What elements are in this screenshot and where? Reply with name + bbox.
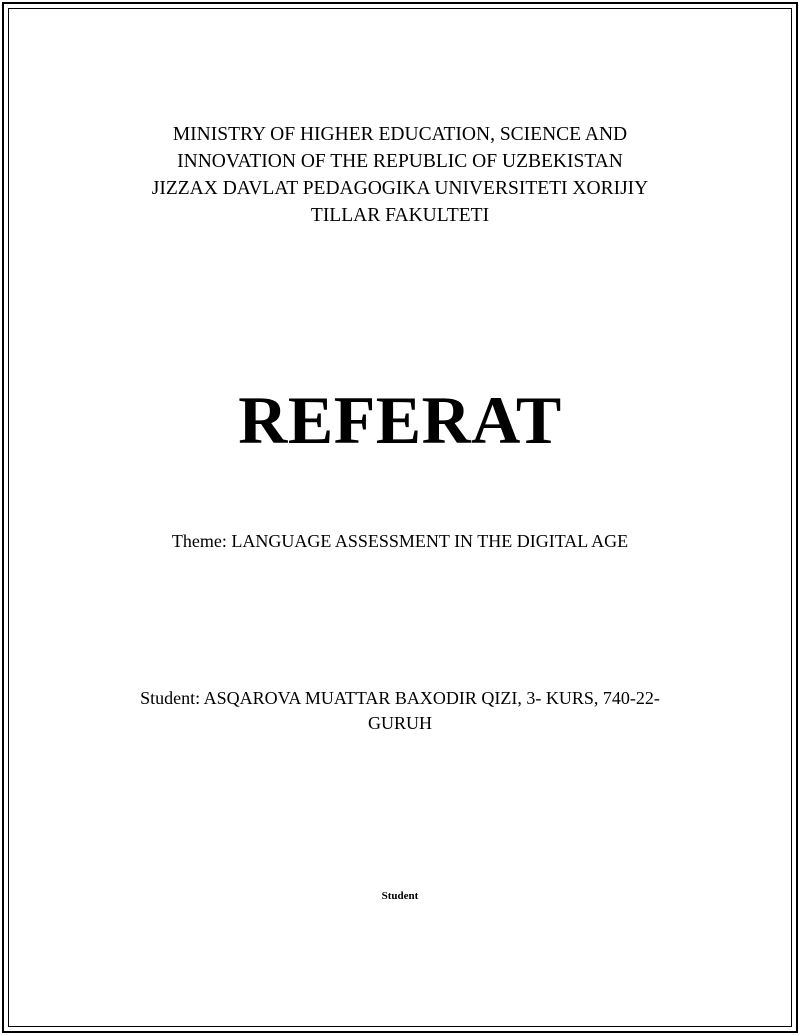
header-line: JIZZAX DAVLAT PEDAGOGIKA UNIVERSITETI XORIJIY: [151, 178, 649, 199]
document-title: REFERAT: [238, 382, 562, 458]
institution-header: [0, 121, 800, 229]
student-line: GURUH: [367, 713, 432, 733]
header-line: INNOVATION OF THE REPUBLIC OF UZBEKISTAN: [177, 151, 623, 172]
student-info: [0, 686, 800, 736]
student-line: Student: ASQAROVA MUATTAR BAXODIR QIZI, 3- KURS, 740-22-: [140, 688, 660, 708]
theme-line: Theme: LANGUAGE ASSESSMENT IN THE DIGITAL AGE: [171, 531, 629, 551]
footer-student-label: Student: [381, 890, 419, 902]
header-line: MINISTRY OF HIGHER EDUCATION, SCIENCE AND: [172, 124, 628, 145]
header-line: TILLAR FAKULTETI: [310, 205, 490, 226]
